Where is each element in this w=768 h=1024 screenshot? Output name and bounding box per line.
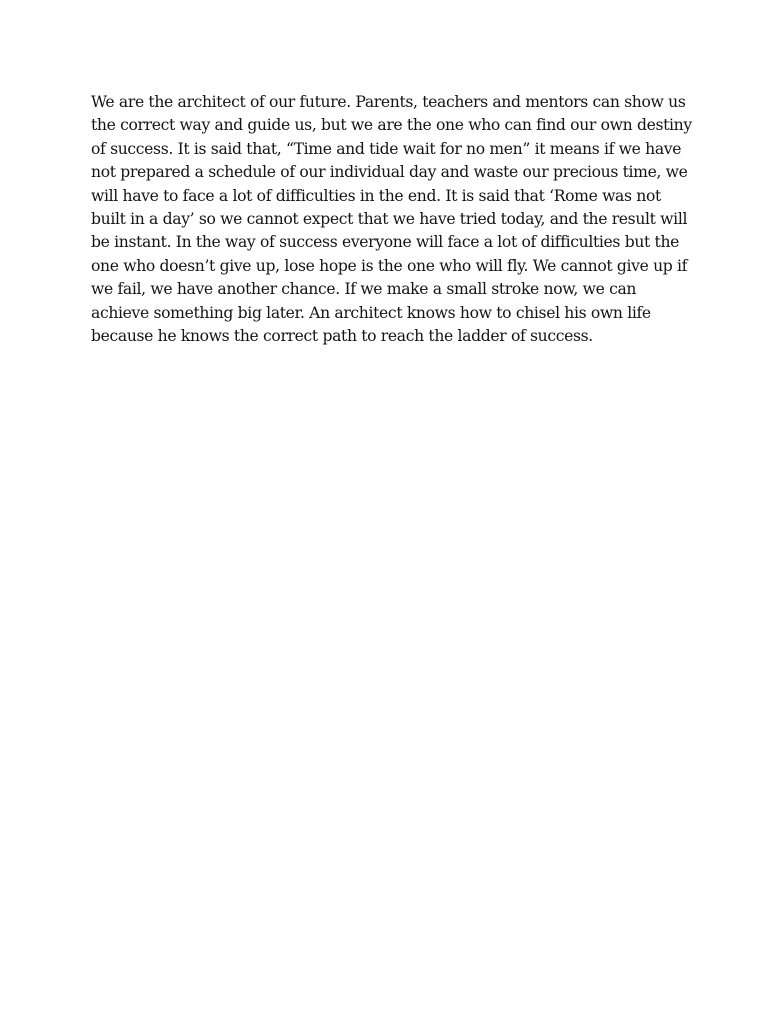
paragraph-line: We are the architect of our future. Parents, teachers and mentors can show us [91,93,686,111]
paragraph-line: one who doesn’t give up, lose hope is the one who will fly. We cannot give up if [91,256,688,275]
paragraph-line: the correct way and guide us, but we are the one who can find our own destiny [91,116,692,135]
body-paragraph [91,91,691,348]
paragraph-line: be instant. In the way of success everyone will face a lot of difficulties but the [91,233,680,252]
paragraph-line: of success. It is said that, “Time and tide wait for no men” it means if we have [91,139,682,158]
paragraph-line: we fail, we have another chance. If we make a small stroke now, we can [91,280,637,299]
paragraph-line: achieve something big later. An architect knows how to chisel his own life [91,303,651,322]
paragraph-line: will have to face a lot of difficulties in the end. It is said that ‘Rome was not [91,186,661,205]
paragraph-line: not prepared a schedule of our individual day and waste our precious time, we [91,163,688,182]
paragraph-line: because he knows the correct path to reach the ladder of success. [91,327,593,346]
paragraph-line: built in a day’ so we cannot expect that we have tried today, and the result will [91,210,688,229]
